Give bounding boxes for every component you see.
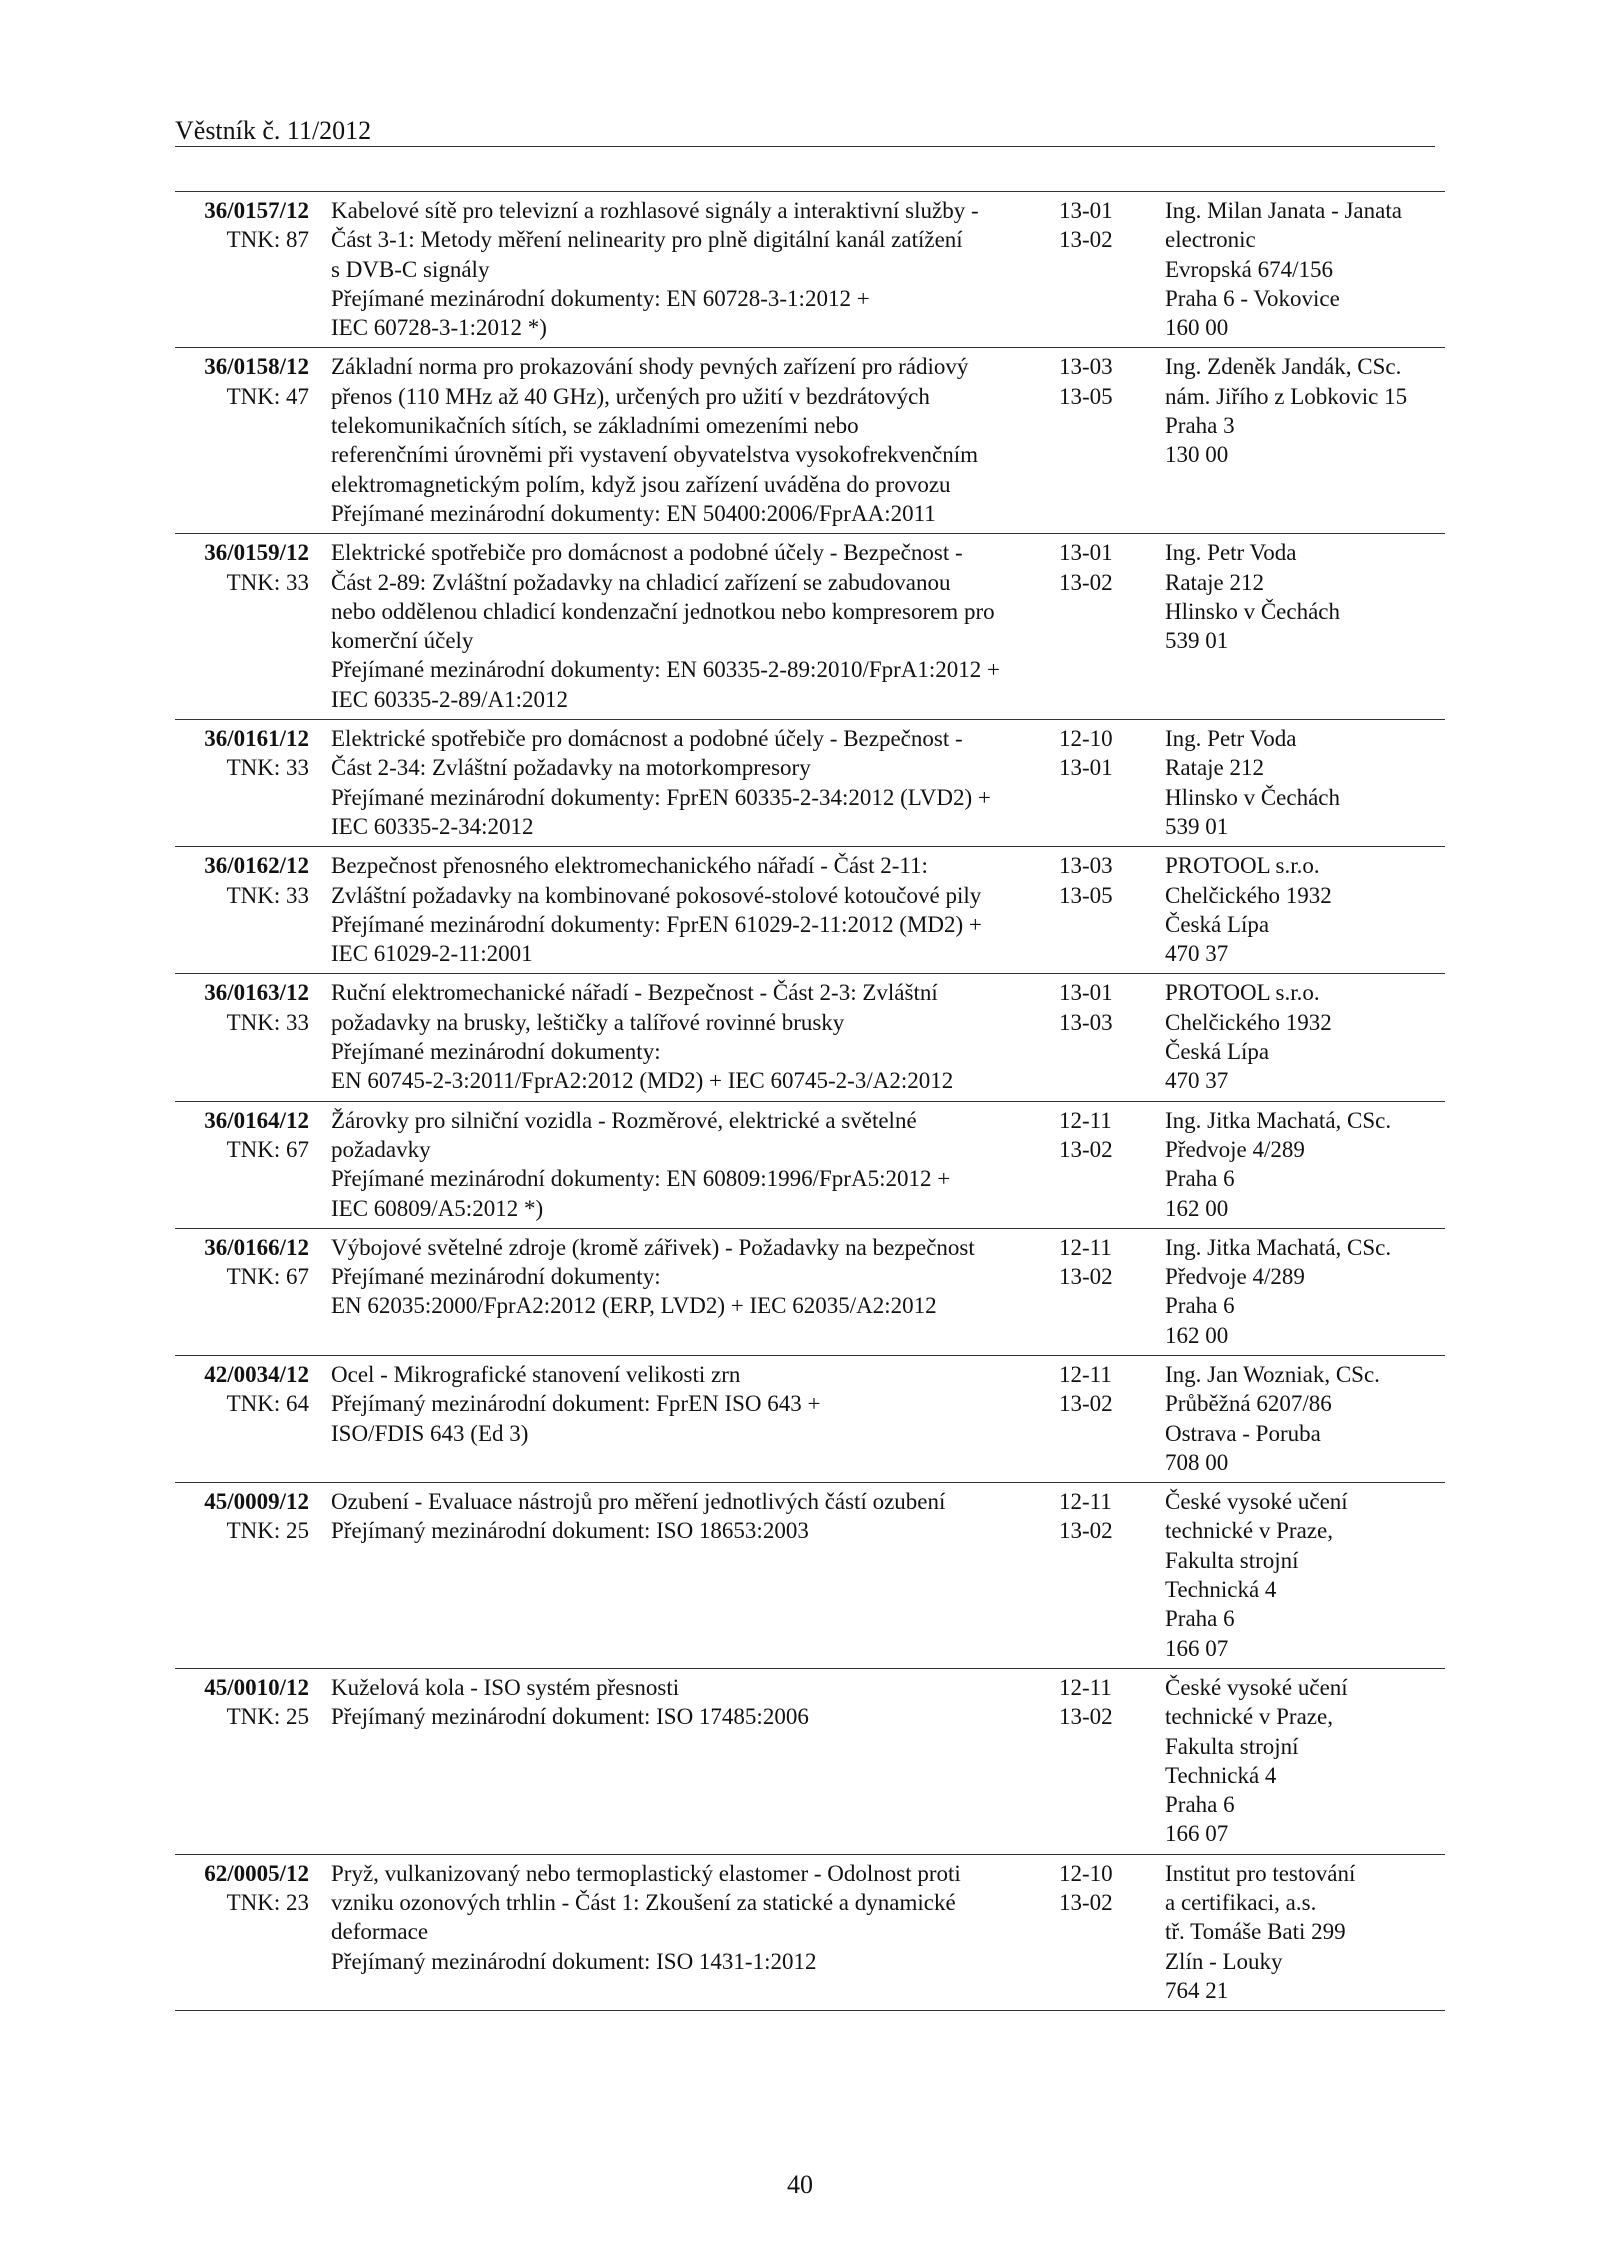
contact-line: Ing. Milan Janata - Janata: [1165, 198, 1402, 223]
title-line: Žárovky pro silniční vozidla - Rozměrové, elektrické a světelné: [331, 1107, 917, 1133]
standard-id-wrapper: [175, 724, 309, 783]
standard-number: 45/0010/12: [204, 1674, 309, 1700]
contact-cell: [1165, 348, 1445, 534]
date-code: 12-11: [1059, 1674, 1112, 1700]
contact-line: Ing. Petr Voda: [1165, 726, 1297, 752]
header-divider: [175, 146, 1435, 147]
date-code: 13-02: [1059, 1704, 1113, 1730]
standard-id-cell: [175, 974, 309, 1101]
contact-cell: [1165, 1101, 1445, 1228]
tnk-label: TNK: 33: [226, 569, 309, 595]
standard-id-cell: [175, 847, 309, 974]
standard-title-cell: [309, 847, 1051, 974]
contact-line: 470 37: [1165, 1068, 1229, 1094]
contact-line: nám. Jiřího z Lobkovic 15: [1165, 383, 1408, 409]
title-line: vzniku ozonových trhlin - Část 1: Zkoušení za statické a dynamické: [331, 1890, 956, 1916]
contact-line: 130 00: [1165, 442, 1229, 468]
title-line: komerční účely: [331, 628, 474, 654]
dates-cell: [1051, 847, 1165, 974]
title-line: Kuželová kola - ISO systém přesnosti: [331, 1674, 680, 1700]
title-line: Kabelové sítě pro televizní a rozhlasové signály a interaktivní služby -: [331, 198, 979, 223]
tnk-label: TNK: 67: [226, 1136, 309, 1162]
date-code: 13-01: [1059, 980, 1113, 1006]
tnk-label: TNK: 33: [226, 1009, 309, 1035]
contact-line: Fakulta strojní: [1165, 1733, 1299, 1759]
contact-line: Ing. Petr Voda: [1165, 540, 1297, 566]
contact-line: Průběžná 6207/86: [1165, 1391, 1332, 1417]
title-line: Přejímané mezinárodní dokumenty:: [331, 1264, 661, 1290]
contact-line: Evropská 674/156: [1165, 256, 1334, 282]
dates-cell: [1051, 1668, 1165, 1854]
title-line: ISO/FDIS 643 (Ed 3): [331, 1420, 529, 1446]
title-line: s DVB-C signály: [331, 256, 490, 282]
date-code: 13-01: [1059, 198, 1113, 223]
contact-line: technické v Praze,: [1165, 1704, 1333, 1730]
standard-id-cell: [175, 1101, 309, 1228]
tnk-label: TNK: 25: [226, 1704, 309, 1730]
dates-cell: [1051, 348, 1165, 534]
contact-line: tř. Tomáše Bati 299: [1165, 1919, 1346, 1945]
date-code: 12-10: [1059, 726, 1113, 752]
standard-id-wrapper: [175, 196, 309, 255]
title-line: Přejímané mezinárodní dokumenty: EN 60728-3-1:2012 +: [331, 285, 870, 311]
title-line: deformace: [331, 1919, 429, 1945]
title-line: Zvláštní požadavky na kombinované pokosové-stolové kotoučové pily: [331, 882, 982, 908]
title-line: EN 62035:2000/FprA2:2012 (ERP, LVD2) + IEC 62035/A2:2012: [331, 1293, 937, 1319]
title-line: EN 60745-2-3:2011/FprA2:2012 (MD2) + IEC 60745-2-3/A2:2012: [331, 1068, 954, 1094]
contact-line: 764 21: [1165, 1977, 1229, 2003]
contact-line: Chelčického 1932: [1165, 1009, 1332, 1035]
contact-line: Praha 6: [1165, 1166, 1235, 1192]
contact-cell: [1165, 1228, 1445, 1355]
contact-line: Institut pro testování: [1165, 1860, 1356, 1886]
contact-cell: [1165, 720, 1445, 847]
standard-id-cell: [175, 348, 309, 534]
title-line: IEC 60728-3-1:2012 *): [331, 315, 547, 341]
standard-id-cell: [175, 1483, 309, 1669]
date-code: 12-11: [1059, 1489, 1112, 1515]
standard-id-cell: [175, 1228, 309, 1355]
date-code: 13-01: [1059, 755, 1113, 781]
date-code: 13-02: [1059, 1890, 1113, 1916]
contact-line: Chelčického 1932: [1165, 882, 1332, 908]
title-line: Výbojové světelné zdroje (kromě zářivek) - Požadavky na bezpečnost: [331, 1234, 975, 1260]
contact-line: Rataje 212: [1165, 569, 1264, 595]
title-line: Přejímané mezinárodní dokumenty: EN 60335-2-89:2010/FprA1:2012 +: [331, 657, 1001, 683]
standard-number: 45/0009/12: [204, 1489, 309, 1515]
contact-line: Technická 4: [1165, 1577, 1277, 1603]
standard-title-cell: [309, 192, 1051, 348]
table-row: [175, 192, 1445, 348]
standard-title-cell: [309, 1355, 1051, 1482]
contact-line: Předvoje 4/289: [1165, 1136, 1305, 1162]
title-line: Část 2-34: Zvláštní požadavky na motorkompresory: [331, 755, 811, 781]
tnk-label: TNK: 33: [226, 882, 309, 908]
standard-number: 36/0166/12: [204, 1234, 309, 1260]
contact-line: 708 00: [1165, 1449, 1229, 1475]
date-code: 13-05: [1059, 383, 1113, 409]
dates-cell: [1051, 1483, 1165, 1669]
date-code: 13-02: [1059, 1136, 1113, 1162]
contact-cell: [1165, 847, 1445, 974]
standard-title-cell: [309, 1101, 1051, 1228]
contact-line: České vysoké učení: [1165, 1489, 1348, 1515]
standard-id-wrapper: [175, 1360, 309, 1419]
contact-line: Hlinsko v Čechách: [1165, 598, 1341, 624]
contact-line: PROTOOL s.r.o.: [1165, 853, 1320, 879]
contact-line: Praha 6: [1165, 1293, 1235, 1319]
dates-cell: [1051, 1101, 1165, 1228]
title-line: IEC 60335-2-89/A1:2012: [331, 686, 569, 712]
contact-line: Ostrava - Poruba: [1165, 1420, 1321, 1446]
date-code: 13-02: [1059, 569, 1113, 595]
standard-title-cell: [309, 720, 1051, 847]
title-line: Přejímaný mezinárodní dokument: FprEN ISO 643 +: [331, 1391, 821, 1417]
title-line: Přejímané mezinárodní dokumenty: EN 50400:2006/FprAA:2011: [331, 500, 936, 526]
date-code: 12-10: [1059, 1860, 1113, 1886]
contact-line: Rataje 212: [1165, 755, 1264, 781]
tnk-label: TNK: 23: [226, 1890, 309, 1916]
date-code: 12-11: [1059, 1361, 1112, 1387]
contact-line: electronic: [1165, 227, 1256, 253]
contact-line: Zlín - Louky: [1165, 1948, 1283, 1974]
title-line: elektromagnetickým polím, když jsou zařízení uváděna do provozu: [331, 471, 951, 497]
contact-line: České vysoké učení: [1165, 1674, 1348, 1700]
standard-id-wrapper: [175, 1106, 309, 1165]
title-line: IEC 61029-2-11:2001: [331, 941, 533, 967]
table-row: [175, 1668, 1445, 1854]
date-code: 13-02: [1059, 1264, 1113, 1290]
date-code: 13-03: [1059, 354, 1113, 380]
standard-number: 42/0034/12: [204, 1361, 309, 1387]
dates-cell: [1051, 974, 1165, 1101]
contact-cell: [1165, 1854, 1445, 2010]
standard-id-wrapper: [175, 1233, 309, 1292]
contact-line: Česká Lípa: [1165, 911, 1270, 937]
title-line: referenčními úrovněmi při vystavení obyvatelstva vysokofrekvenčním: [331, 442, 978, 468]
standard-id-wrapper: [175, 1673, 309, 1732]
contact-line: Hlinsko v Čechách: [1165, 784, 1341, 810]
contact-line: 166 07: [1165, 1635, 1229, 1661]
title-line: Pryž, vulkanizovaný nebo termoplastický elastomer - Odolnost proti: [331, 1860, 961, 1886]
title-line: Přejímaný mezinárodní dokument: ISO 17485:2006: [331, 1704, 809, 1730]
dates-cell: [1051, 1355, 1165, 1482]
contact-line: technické v Praze,: [1165, 1518, 1333, 1544]
contact-line: 162 00: [1165, 1322, 1229, 1348]
standard-title-cell: [309, 348, 1051, 534]
title-line: nebo oddělenou chladicí kondenzační jednotkou nebo kompresorem pro: [331, 598, 995, 624]
standard-number: 36/0157/12: [204, 198, 309, 223]
date-code: 13-02: [1059, 1391, 1113, 1417]
contact-line: PROTOOL s.r.o.: [1165, 980, 1320, 1006]
date-code: 13-03: [1059, 1009, 1113, 1035]
table-row: [175, 1101, 1445, 1228]
contact-line: Předvoje 4/289: [1165, 1264, 1305, 1290]
standard-title-cell: [309, 1483, 1051, 1669]
standard-number: 36/0159/12: [204, 540, 309, 566]
title-line: Přejímané mezinárodní dokumenty:: [331, 1039, 661, 1065]
tnk-label: TNK: 25: [226, 1518, 309, 1544]
tnk-label: TNK: 87: [226, 227, 309, 253]
contact-cell: [1165, 1355, 1445, 1482]
contact-line: Fakulta strojní: [1165, 1547, 1299, 1573]
table-row: [175, 1355, 1445, 1482]
contact-line: 160 00: [1165, 315, 1229, 341]
contact-cell: [1165, 974, 1445, 1101]
tnk-label: TNK: 64: [226, 1391, 309, 1417]
table-row: [175, 1854, 1445, 2010]
standard-id-wrapper: [175, 1487, 309, 1546]
standard-title-cell: [309, 1668, 1051, 1854]
contact-cell: [1165, 192, 1445, 348]
table-row: [175, 1483, 1445, 1669]
tnk-label: TNK: 67: [226, 1264, 309, 1290]
title-line: Bezpečnost přenosného elektromechanického nářadí - Část 2-11:: [331, 853, 928, 879]
standard-number: 36/0162/12: [204, 853, 309, 879]
title-line: přenos (110 MHz až 40 GHz), určených pro užití v bezdrátových: [331, 383, 930, 409]
title-line: Část 3-1: Metody měření nelinearity pro plně digitální kanál zatížení: [331, 227, 963, 253]
contact-line: 539 01: [1165, 813, 1229, 839]
title-line: Přejímaný mezinárodní dokument: ISO 1431-1:2012: [331, 1948, 817, 1974]
title-line: požadavky: [331, 1136, 431, 1162]
contact-line: 162 00: [1165, 1195, 1229, 1221]
date-code: 13-03: [1059, 853, 1113, 879]
contact-cell: [1165, 534, 1445, 720]
date-code: 12-11: [1059, 1107, 1112, 1133]
table-row: [175, 348, 1445, 534]
standard-id-cell: [175, 720, 309, 847]
standard-id-wrapper: [175, 352, 309, 411]
date-code: 13-05: [1059, 882, 1113, 908]
table-row: [175, 720, 1445, 847]
contact-line: a certifikaci, a.s.: [1165, 1890, 1317, 1916]
standard-id-wrapper: [175, 978, 309, 1037]
standard-number: 62/0005/12: [204, 1860, 309, 1886]
title-line: požadavky na brusky, leštičky a talířové rovinné brusky: [331, 1009, 845, 1035]
date-code: 13-02: [1059, 1518, 1113, 1544]
standard-id-cell: [175, 1854, 309, 2010]
standard-id-cell: [175, 192, 309, 348]
tnk-label: TNK: 33: [226, 755, 309, 781]
contact-line: 539 01: [1165, 628, 1229, 654]
contact-line: Praha 6: [1165, 1606, 1235, 1632]
title-line: Elektrické spotřebiče pro domácnost a podobné účely - Bezpečnost -: [331, 540, 963, 566]
standard-number: 36/0164/12: [204, 1107, 309, 1133]
page-number: 40: [787, 2170, 813, 2199]
contact-line: 166 07: [1165, 1821, 1229, 1847]
date-code: 13-01: [1059, 540, 1113, 566]
title-line: Základní norma pro prokazování shody pevných zařízení pro rádiový: [331, 354, 969, 380]
standard-id-cell: [175, 1668, 309, 1854]
contact-line: Česká Lípa: [1165, 1039, 1270, 1065]
table-row: [175, 974, 1445, 1101]
standard-title-cell: [309, 974, 1051, 1101]
title-line: Ocel - Mikrografické stanovení velikosti zrn: [331, 1361, 741, 1387]
contact-line: Praha 6 - Vokovice: [1165, 285, 1340, 311]
table-row: [175, 534, 1445, 720]
title-line: IEC 60335-2-34:2012: [331, 813, 534, 839]
standard-id-wrapper: [175, 538, 309, 597]
date-code: 13-02: [1059, 227, 1113, 253]
title-line: Část 2-89: Zvláštní požadavky na chladicí zařízení se zabudovanou: [331, 569, 951, 595]
title-line: Přejímané mezinárodní dokumenty: FprEN 60335-2-34:2012 (LVD2) +: [331, 784, 991, 810]
title-line: Přejímané mezinárodní dokumenty: FprEN 61029-2-11:2012 (MD2) +: [331, 911, 982, 937]
contact-line: Praha 6: [1165, 1792, 1235, 1818]
contact-line: 470 37: [1165, 941, 1229, 967]
contact-cell: [1165, 1483, 1445, 1669]
table-row: [175, 847, 1445, 974]
title-line: IEC 60809/A5:2012 *): [331, 1195, 544, 1221]
dates-cell: [1051, 534, 1165, 720]
standard-title-cell: [309, 1854, 1051, 2010]
dates-cell: [1051, 1854, 1165, 2010]
page-header: Věstník č. 11/2012: [175, 116, 372, 145]
standard-number: 36/0163/12: [204, 980, 309, 1006]
standard-title-cell: [309, 1228, 1051, 1355]
contact-line: Ing. Jitka Machatá, CSc.: [1165, 1234, 1392, 1260]
dates-cell: [1051, 192, 1165, 348]
contact-line: Ing. Jitka Machatá, CSc.: [1165, 1107, 1392, 1133]
dates-cell: [1051, 720, 1165, 847]
tnk-label: TNK: 47: [226, 383, 309, 409]
dates-cell: [1051, 1228, 1165, 1355]
table-row: [175, 1228, 1445, 1355]
title-line: Ozubení - Evaluace nástrojů pro měření jednotlivých částí ozubení: [331, 1489, 946, 1515]
contact-line: Technická 4: [1165, 1762, 1277, 1788]
title-line: Přejímané mezinárodní dokumenty: EN 60809:1996/FprA5:2012 +: [331, 1166, 951, 1192]
contact-line: Ing. Jan Wozniak, CSc.: [1165, 1361, 1380, 1387]
standard-id-wrapper: [175, 851, 309, 910]
standard-number: 36/0158/12: [204, 354, 309, 380]
standard-title-cell: [309, 534, 1051, 720]
contact-line: Praha 3: [1165, 413, 1235, 439]
standards-table-body: [175, 192, 1445, 2011]
title-line: Ruční elektromechanické nářadí - Bezpečnost - Část 2-3: Zvláštní: [331, 980, 938, 1006]
contact-cell: [1165, 1668, 1445, 1854]
contact-line: Ing. Zdeněk Jandák, CSc.: [1165, 354, 1402, 380]
title-line: Přejímaný mezinárodní dokument: ISO 18653:2003: [331, 1518, 809, 1544]
standard-number: 36/0161/12: [204, 726, 309, 752]
date-code: 12-11: [1059, 1234, 1112, 1260]
standard-id-wrapper: [175, 1859, 309, 1918]
standards-table: [175, 191, 1445, 2011]
standard-id-cell: [175, 1355, 309, 1482]
standard-id-cell: [175, 534, 309, 720]
title-line: Elektrické spotřebiče pro domácnost a podobné účely - Bezpečnost -: [331, 726, 963, 752]
title-line: telekomunikačních sítích, se základními omezeními nebo: [331, 413, 859, 439]
